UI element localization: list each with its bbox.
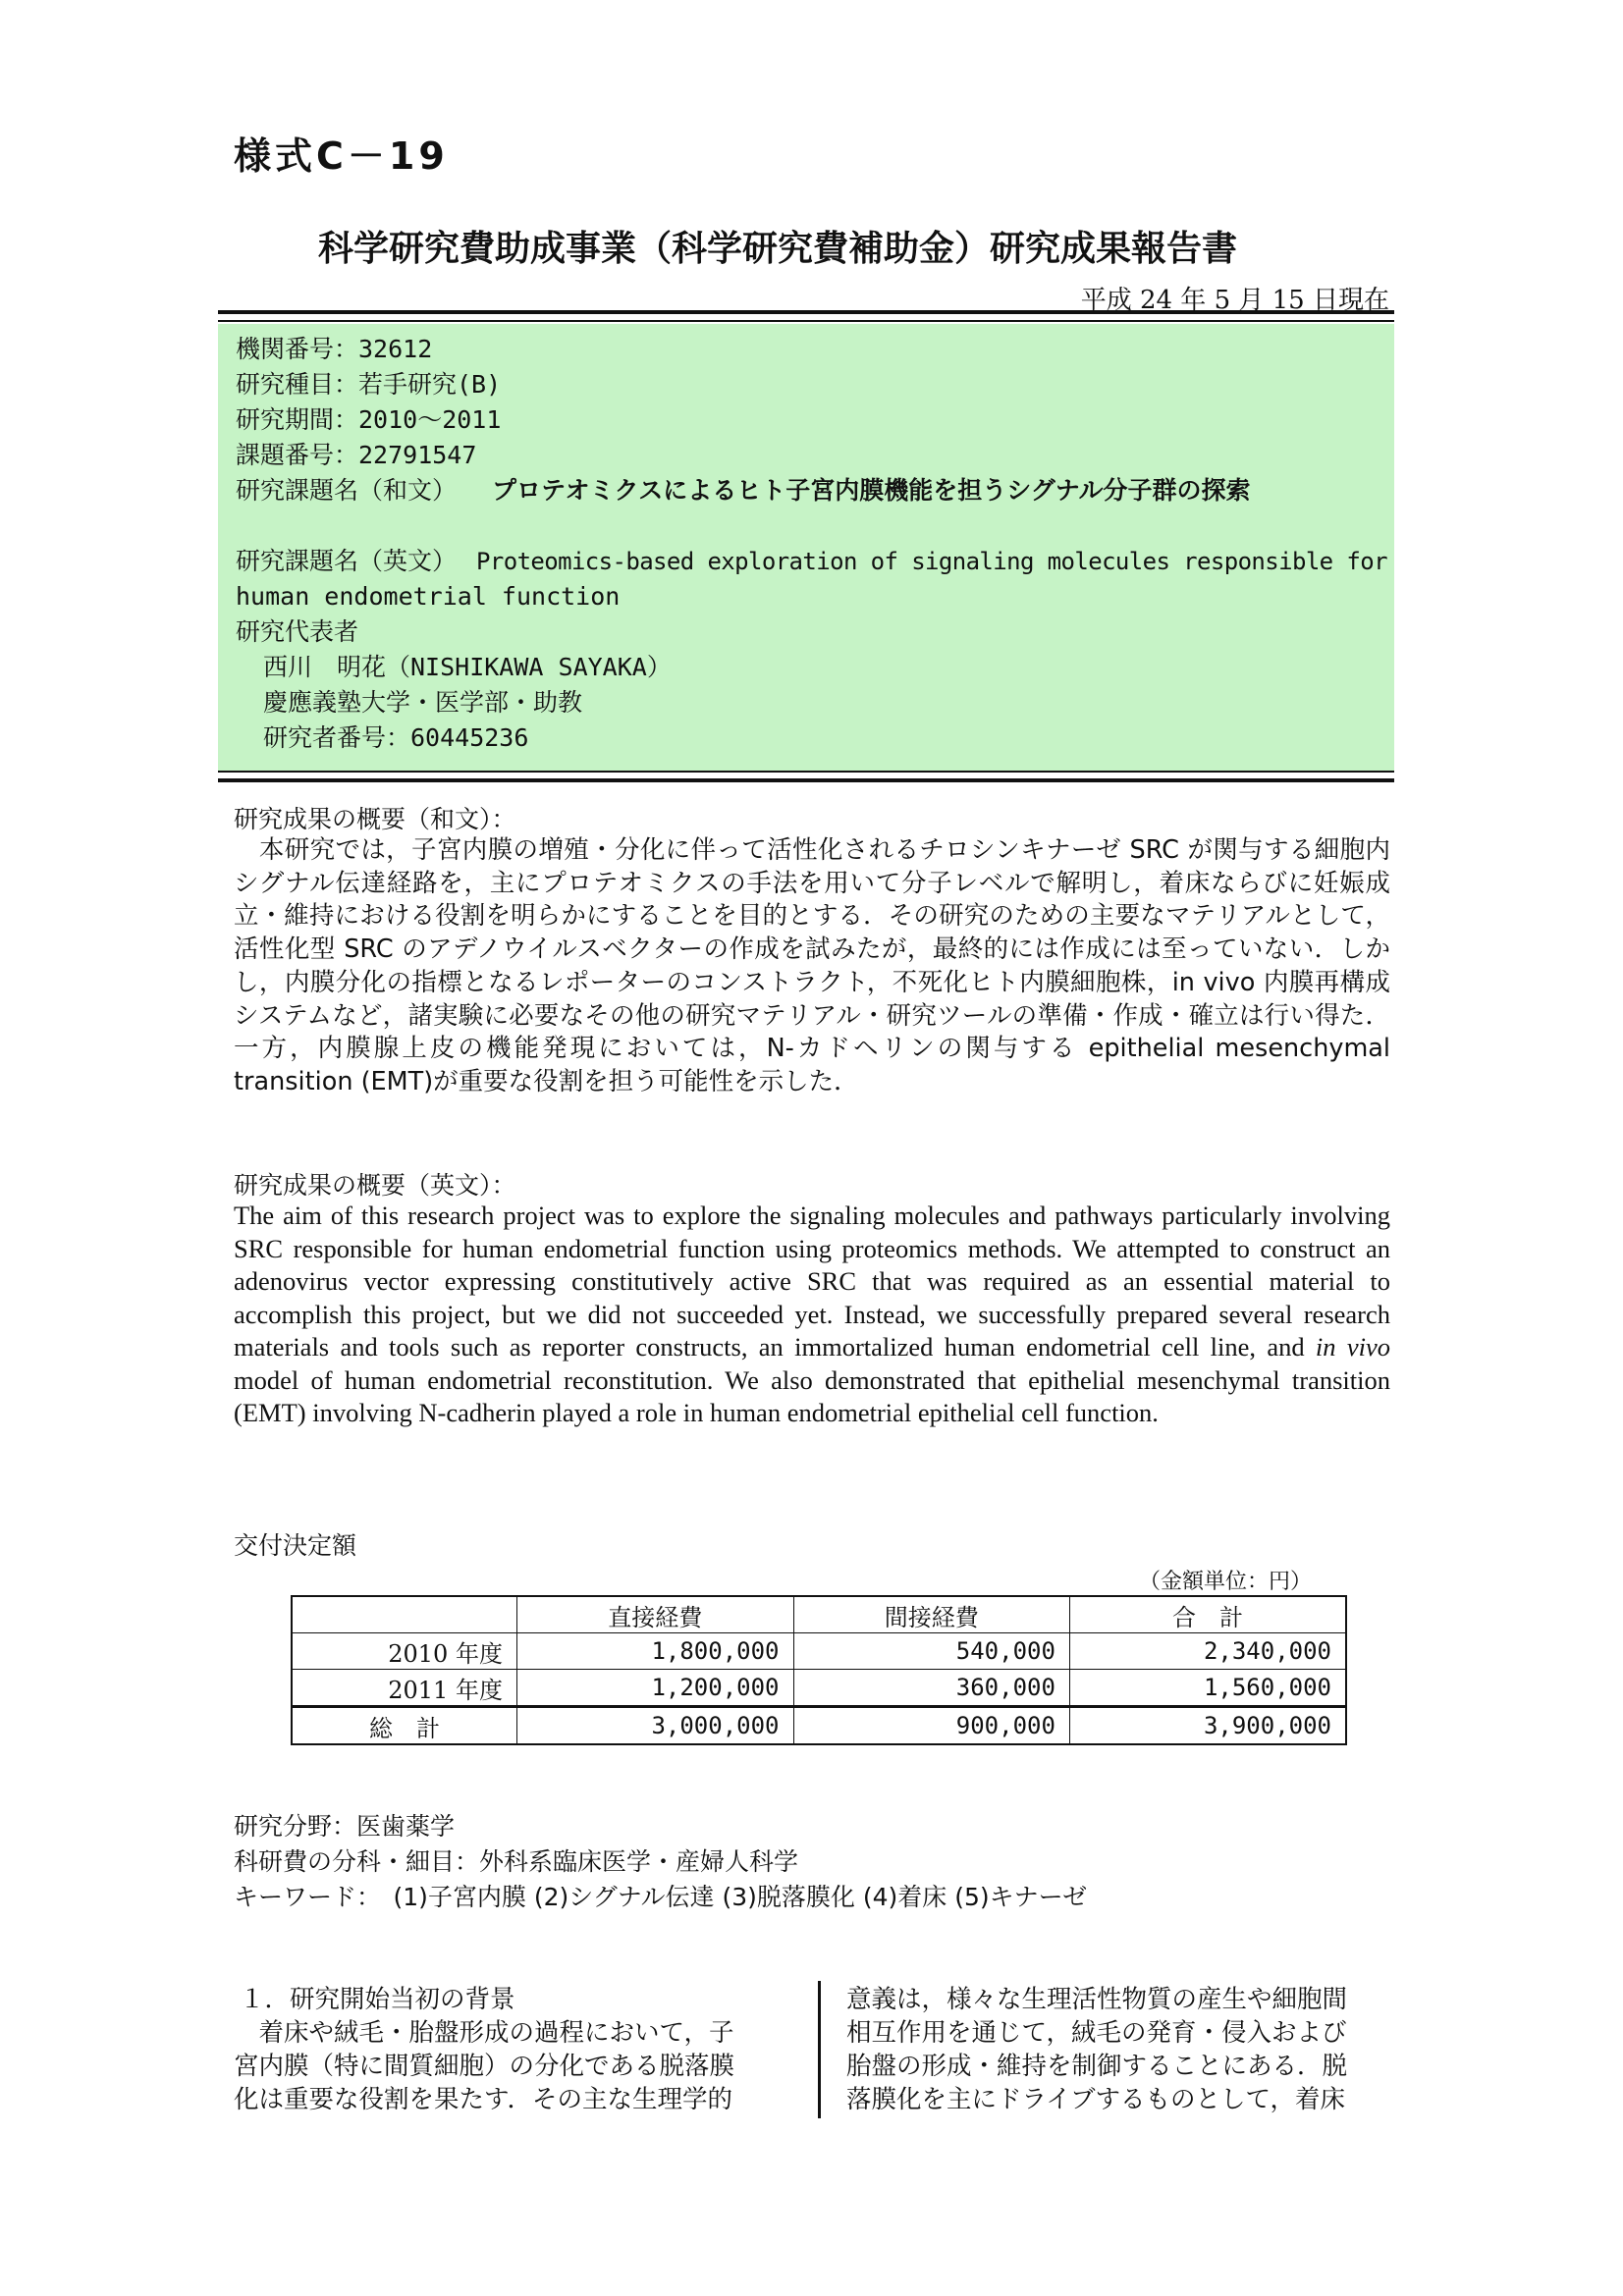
- background-line: 化は重要な役割を果たす．その主な生理学的: [234, 2085, 732, 2114]
- grant-header-row: [292, 1596, 1346, 1633]
- title-en-label: 研究課題名（英文）: [236, 547, 458, 575]
- grant-col-total: 合 計: [1069, 1596, 1346, 1633]
- top-double-rule: [218, 310, 1394, 322]
- grant-heading: 交付決定額: [234, 1531, 357, 1560]
- grant-indirect-value: 540,000: [793, 1633, 1069, 1670]
- summary-en-body: [234, 1200, 1390, 1430]
- grant-col-blank: [292, 1596, 516, 1633]
- title-jp-label: 研究課題名（和文）: [236, 476, 458, 505]
- grant-total-value: 2,340,000: [1069, 1633, 1346, 1670]
- grant-sum-label: 総 計: [292, 1707, 516, 1745]
- grant-year-label: 2010 年度: [292, 1633, 516, 1670]
- grant-direct-value: 1,200,000: [516, 1670, 793, 1707]
- researcher-number: 研究者番号：60445236: [263, 723, 529, 752]
- project-info-box: [218, 324, 1394, 771]
- background-right-column: [846, 1983, 1396, 2116]
- title-jp-row: [236, 473, 1377, 508]
- background-heading: １．研究開始当初の背景: [240, 1985, 515, 2014]
- summary-en-heading: 研究成果の概要（英文）：: [234, 1171, 516, 1200]
- title-en-line2: human endometrial function: [236, 582, 621, 611]
- column-divider: [818, 1981, 821, 2118]
- representative-affiliation: 慶應義塾大学・医学部・助教: [263, 688, 583, 717]
- background-line: 着床や絨毛・胎盤形成の過程において，子: [234, 2018, 734, 2048]
- grant-year-label: 2011 年度: [292, 1670, 516, 1707]
- title-en-line1: Proteomics-based exploration of signaling molecules responsible for: [476, 548, 1387, 575]
- form-number: 様式C－19: [234, 134, 449, 178]
- institution-number: 機関番号：32612: [236, 335, 433, 363]
- keywords: キーワード： (1)子宮内膜 (2)シグナル伝達 (3)脱落膜化 (4)着床 (5)キナーゼ: [234, 1883, 1088, 1911]
- summary-jp-heading: 研究成果の概要（和文）：: [234, 805, 516, 833]
- grant-sum-direct: 3,000,000: [516, 1707, 793, 1745]
- report-title: 科学研究費助成事業（科学研究費補助金）研究成果報告書: [317, 229, 1237, 269]
- background-left-column: [234, 1983, 784, 2116]
- grant-col-indirect: 間接経費: [793, 1596, 1069, 1633]
- grant-sum-row: [292, 1707, 1346, 1745]
- grant-direct-value: 1,800,000: [516, 1633, 793, 1670]
- table-row: [292, 1633, 1346, 1670]
- research-period: 研究期間：2010～2011: [236, 405, 502, 434]
- table-row: [292, 1670, 1346, 1707]
- grant-sum-indirect: 900,000: [793, 1707, 1069, 1745]
- background-line: 胎盤の形成・維持を制御することにある．脱: [846, 2052, 1348, 2081]
- grant-unit: （金額単位：円）: [1139, 1570, 1313, 1594]
- project-number: 課題番号：22791547: [236, 441, 477, 469]
- background-line: 落膜化を主にドライブするものとして，着床: [846, 2085, 1345, 2114]
- summary-en-text-2: model of human endometrial reconstitution. We also demonstrated that epithelial mesenchymal transition (EMT) involving N-cadherin played a role in human endometrial epithelial cell function.: [234, 1364, 1390, 1427]
- summary-en-italic: in vivo: [1315, 1332, 1390, 1362]
- field-info: [234, 1809, 1087, 1915]
- representative-name: 西川 明花（NISHIKAWA SAYAKA）: [263, 653, 672, 681]
- bottom-double-rule: [218, 771, 1394, 782]
- title-en-row: [236, 544, 1387, 579]
- summary-jp-body: 本研究では，子宮内膜の増殖・分化に伴って活性化されるチロシンキナーゼ SRC が関与する細胞内シグナル伝達経路を，主にプロテオミクスの手法を用いて分子レベルで解明し，着床ならびに妊娠成立・維持における役割を明らかにすることを目的とする．その研究のための主要なマテリアルとして，活性化型 SRC のアデノウイルスベクターの作成を試みたが，最終的には作成には至っていない．しかし，内膜分化の指標となるレポーターのコンストラクト，不死化ヒト内膜細胞株，in vivo 内膜再構成システムなど，諸実験に必要なその他の研究マテリアル・研究ツールの準備・作成・確立は行い得た．一方，内膜腺上皮の機能発現においては，N-カドヘリンの関与する epithelial mesenchymal transition (EMT)が重要な役割を担う可能性を示した．: [234, 835, 1390, 1096]
- as-of-date: 平成 24 年 5 月 15 日現在: [1080, 286, 1389, 315]
- background-line: 宮内膜（特に間質細胞）の分化である脱落膜: [234, 2052, 735, 2081]
- research-field: 研究分野：医歯薬学: [234, 1812, 456, 1841]
- title-jp: プロテオミクスによるヒト子宮内膜機能を担うシグナル分子群の探索: [492, 476, 1251, 505]
- grant-col-direct: 直接経費: [516, 1596, 793, 1633]
- subdivision: 科研費の分科・細目：外科系臨床医学・産婦人科学: [234, 1847, 799, 1876]
- background-line: 相互作用を通じて，絨毛の発育・侵入および: [846, 2018, 1347, 2048]
- research-category: 研究種目：若手研究(B): [236, 370, 502, 399]
- grant-table: [291, 1595, 1347, 1745]
- representative-label: 研究代表者: [236, 617, 359, 646]
- grant-indirect-value: 360,000: [793, 1670, 1069, 1707]
- grant-total-value: 1,560,000: [1069, 1670, 1346, 1707]
- background-line: 意義は，様々な生理活性物質の産生や細胞間: [846, 1985, 1348, 2014]
- grant-sum-total: 3,900,000: [1069, 1707, 1346, 1745]
- summary-en-text-1: The aim of this research project was to explore the signaling molecules and pathways particularly involving SRC responsible for human endometrial function using proteomics methods. We attempted to construct an adenovirus vector expressing constitutively active SRC that was required as an essential material to accomplish this project, but we did not succeeded yet. Instead, we successfully prepared several research materials and tools such as reporter constructs, an immortalized human endometrial cell line, and: [234, 1201, 1390, 1362]
